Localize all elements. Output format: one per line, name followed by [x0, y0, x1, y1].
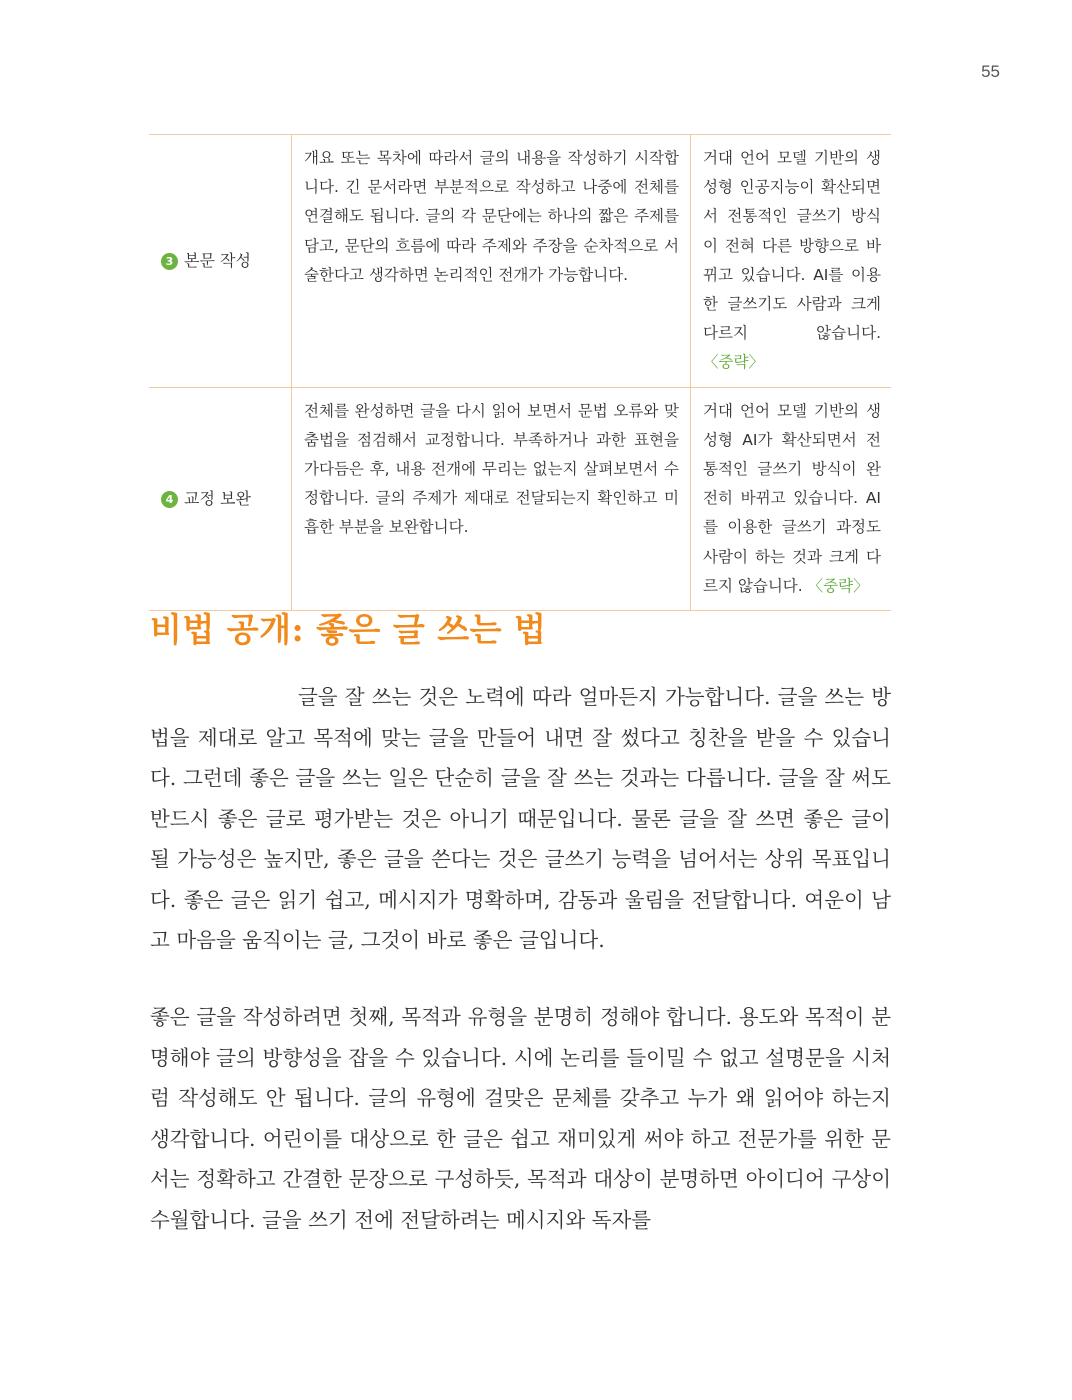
step-description: 전체를 완성하면 글을 다시 읽어 보면서 문법 오류와 맞춤법을 점검해서 교정합니다. 부족하거나 과한 표현을 가다듬은 후, 내용 전개에 무리는 없는지 살펴보면서 수정합니다. 글의 주제가 제대로 전달되는지 확인하고 미흡한 부분을 보완합니다.: [292, 387, 691, 610]
omission-note: 〈중략〉: [703, 353, 764, 372]
step-number-badge: 3: [161, 253, 178, 270]
page-number: 55: [981, 62, 1000, 81]
step-description: 개요 또는 목차에 따라서 글의 내용을 작성하기 시작합니다. 긴 문서라면 부분적으로 작성하고 나중에 전체를 연결해도 됩니다. 글의 각 문단에는 하나의 짧은 주제를 담고, 문단의 흐름에 따라 주제와 주장을 순차적으로 서술한다고 생각하면 논리적인 전개가 가능합니다.: [292, 135, 691, 388]
step-name: 교정 보완: [184, 488, 251, 508]
table-row: [149, 135, 891, 388]
writing-steps-table: [149, 134, 891, 611]
step-cell: [149, 387, 292, 610]
section-title: 비법 공개: 좋은 글 쓰는 법: [150, 610, 547, 649]
step-example: [691, 135, 892, 388]
step-cell: [149, 135, 292, 388]
body-paragraph: 글을 잘 쓰는 것은 노력에 따라 얼마든지 가능합니다. 글을 쓰는 방법을 제대로 알고 목적에 맞는 글을 만들어 내면 잘 썼다고 칭찬을 받을 수 있습니다. 그런데 좋은 글을 쓰는 일은 단순히 글을 잘 쓰는 것과는 다릅니다. 글을 잘 써도 반드시 좋은 글로 평가받는 것은 아니기 때문입니다. 물론 글을 잘 쓰면 좋은 글이 될 가능성은 높지만, 좋은 글을 쓴다는 것은 글쓰기 능력을 넘어서는 상위 목표입니다. 좋은 글은 읽기 쉽고, 메시지가 명확하며, 감동과 울림을 전달합니다. 여운이 남고 마음을 움직이는 글, 그것이 바로 좋은 글입니다.: [150, 685, 891, 952]
omission-note: 〈중략〉: [807, 576, 869, 595]
step-name: 본문 작성: [184, 250, 251, 270]
example-text: 거대 언어 모델 기반의 생성형 인공지능이 확산되면서 전통적인 글쓰기 방식이 전혀 다른 방향으로 바뀌고 있습니다. AI를 이용한 글쓰기도 사람과 크게 다르지 않습니다.: [703, 149, 881, 343]
step-number-badge: 4: [161, 491, 178, 508]
example-text: 거대 언어 모델 기반의 생성형 AI가 확산되면서 전통적인 글쓰기 방식이 완전히 바뀌고 있습니다. AI를 이용한 글쓰기 과정도 사람이 하는 것과 크게 다르지 않습니다.: [703, 401, 881, 595]
table-row: [149, 387, 891, 610]
step-example: [691, 387, 892, 610]
body-paragraph: 좋은 글을 작성하려면 첫째, 목적과 유형을 분명히 정해야 합니다. 용도와 목적이 분명해야 글의 방향성을 잡을 수 있습니다. 시에 논리를 들이밀 수 없고 설명문을 시처럼 작성해도 안 됩니다. 글의 유형에 걸맞은 문체를 갖추고 누가 왜 읽어야 하는지 생각합니다. 어린이를 대상으로 한 글은 쉽고 재미있게 써야 하고 전문가를 위한 문서는 정확하고 간결한 문장으로 구성하듯, 목적과 대상이 분명하면 아이디어 구상이 수월합니다. 글을 쓰기 전에 전달하려는 메시지와 독자를: [150, 1005, 891, 1232]
